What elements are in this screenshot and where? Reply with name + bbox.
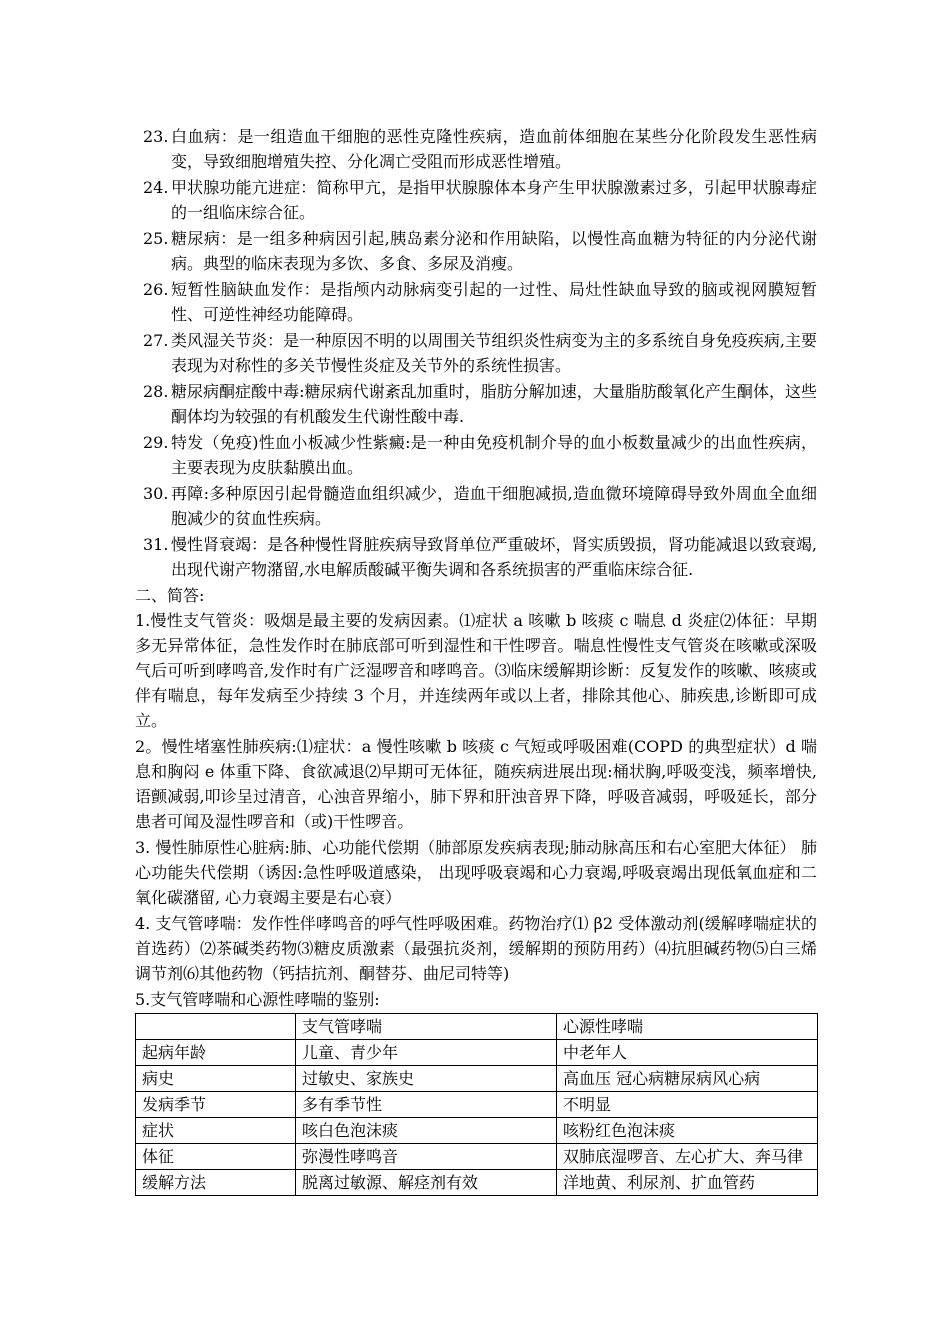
comparison-table <box>135 1013 818 1196</box>
section-heading: 二、简答: <box>135 586 205 605</box>
table-cell: 过敏史、家族史 <box>296 1066 557 1092</box>
item-text: 糖尿病酮症酸中毒:糖尿病代谢紊乱加重时，脂肪分解加速，大量脂肪酸氧化产生酮体，这些酮体均为较强的有机酸发生代谢性酸中毒. <box>171 382 817 426</box>
answer-paragraph: 2。慢性堵塞性肺疾病:⑴症状：a 慢性咳嗽 b 咳痰 c 气短或呼吸困难(COPD 的典型症状）d 喘息和胸闷 e 体重下降、食欲减退⑵早期可无体征，随疾病进展出现:桶状胸,呼吸变浅，频率增快,语颤减弱,叩诊呈过清音，心浊音界缩小，肺下界和肝浊音界下降，呼吸音减弱，呼吸延长，部分患者可闻及湿性啰音和（或)干性啰音。 <box>135 737 817 831</box>
table-cell: 咳白色泡沫痰 <box>296 1118 557 1144</box>
item-text: 慢性肾衰竭：是各种慢性肾脏疾病导致肾单位严重破坏，肾实质毁损，肾功能减退以致衰竭,出现代谢产物潴留,水电解质酸碱平衡失调和各系统损害的严重临床综合征. <box>171 535 817 579</box>
item-text: 类风湿关节炎：是一种原因不明的以周围关节组织炎性病变为主的多系统自身免疫疾病,主要表现为对称性的多关节慢性炎症及关节外的系统性损害。 <box>171 331 817 375</box>
table-cell: 脱离过敏源、解痉剂有效 <box>296 1170 557 1196</box>
table-row <box>136 1170 818 1196</box>
definition-list <box>135 124 817 582</box>
list-item <box>135 481 817 531</box>
item-number: 30. <box>143 484 169 503</box>
table-cell: 洋地黄、利尿剂、扩血管药 <box>557 1170 818 1196</box>
document-content <box>135 124 817 1196</box>
item-number: 25. <box>143 229 169 248</box>
table-cell: 咳粉红色泡沫痰 <box>557 1118 818 1144</box>
answer-paragraph: 1.慢性支气管炎：吸烟是最主要的发病因素。⑴症状 a 咳嗽 b 咳痰 c 喘息 d 炎症⑵体征：早期多无异常体征，急性发作时在肺底部可听到湿性和干性啰音。喘息性慢性支气管炎在咳嗽或深吸气后可听到哮鸣音,发作时有广泛湿啰音和哮鸣音。⑶临床缓解期诊断：反复发作的咳嗽、咳痰或伴有喘息，每年发病至少持续 3 个月，并连续两年或以上者，排除其他心、肺疾患,诊断即可成立。 <box>135 611 817 730</box>
item-number: 23. <box>143 127 169 146</box>
table-cell: 起病年龄 <box>136 1040 296 1066</box>
table-cell: 不明显 <box>557 1092 818 1118</box>
item-number: 28. <box>143 382 169 401</box>
answer-paragraph: 3. 慢性肺原性心脏病:肺、心功能代偿期（肺部原发疾病表现;肺动脉高压和右心室肥大体征） 肺心功能失代偿期（诱因:急性呼吸道感染， 出现呼吸衰竭和心力衰竭,呼吸衰竭出现低氧血症和二氧化碳潴留, 心力衰竭主要是右心衰） <box>135 838 817 907</box>
table-cell: 症状 <box>136 1118 296 1144</box>
table-caption: 5.支气管哮喘和心源性哮喘的鉴别: <box>135 990 380 1009</box>
table-cell: 高血压 冠心病糖尿病风心病 <box>557 1066 818 1092</box>
list-item <box>135 277 817 327</box>
table-row <box>136 1118 818 1144</box>
item-number: 31. <box>143 535 169 554</box>
table-cell: 双肺底湿啰音、左心扩大、奔马律 <box>557 1144 818 1170</box>
item-number: 29. <box>143 433 169 452</box>
list-item <box>135 430 817 480</box>
item-number: 27. <box>143 331 169 350</box>
table-row <box>136 1040 818 1066</box>
item-number: 26. <box>143 280 169 299</box>
table-header-cell: 支气管哮喘 <box>296 1014 557 1040</box>
item-text: 糖尿病：是一组多种病因引起,胰岛素分泌和作用缺陷，以慢性高血糖为特征的内分泌代谢病。典型的临床表现为多饮、多食、多尿及消瘦。 <box>171 229 817 273</box>
table-cell: 体征 <box>136 1144 296 1170</box>
item-text: 短暂性脑缺血发作：是指颅内动脉病变引起的一过性、局灶性缺血导致的脑或视网膜短暂性、可逆性神经功能障碍。 <box>171 280 817 324</box>
list-item <box>135 175 817 225</box>
list-item <box>135 124 817 174</box>
table-cell: 缓解方法 <box>136 1170 296 1196</box>
table-cell: 儿童、青少年 <box>296 1040 557 1066</box>
table-row <box>136 1092 818 1118</box>
list-item <box>135 226 817 276</box>
table-header-cell: 心源性哮喘 <box>557 1014 818 1040</box>
table-cell: 多有季节性 <box>296 1092 557 1118</box>
item-text: 白血病：是一组造血干细胞的恶性克隆性疾病，造血前体细胞在某些分化阶段发生恶性病变，导致细胞增殖失控、分化凋亡受阻而形成恶性增殖。 <box>171 127 817 171</box>
list-item <box>135 532 817 582</box>
table-header-row <box>136 1014 818 1040</box>
item-text: 甲状腺功能亢进症：简称甲亢，是指甲状腺腺体本身产生甲状腺激素过多，引起甲状腺毒症的一组临床综合征。 <box>171 178 817 222</box>
table-cell: 病史 <box>136 1066 296 1092</box>
item-number: 24. <box>143 178 169 197</box>
list-item <box>135 328 817 378</box>
table-header-cell <box>136 1014 296 1040</box>
item-text: 再障:多种原因引起骨髓造血组织减少，造血干细胞减损,造血微环境障碍导致外周血全血细胞减少的贫血性疾病。 <box>171 484 817 528</box>
table-row <box>136 1144 818 1170</box>
item-text: 特发（免疫)性血小板减少性紫癜:是一种由免疫机制介导的血小板数量减少的出血性疾病，主要表现为皮肤黏膜出血。 <box>171 433 817 477</box>
table-cell: 发病季节 <box>136 1092 296 1118</box>
list-item <box>135 379 817 429</box>
answer-paragraph: 4. 支气管哮喘：发作性伴哮鸣音的呼气性呼吸困难。药物治疗⑴ β2 受体激动剂(缓解哮喘症状的首选药）⑵茶碱类药物⑶糖皮质激素（最强抗炎剂，缓解期的预防用药）⑷抗胆碱药物⑸白三烯调节剂⑹其他药物（钙拮抗剂、酮替芬、曲尼司特等) <box>135 914 817 983</box>
table-cell: 弥漫性哮鸣音 <box>296 1144 557 1170</box>
table-row <box>136 1066 818 1092</box>
table-cell: 中老年人 <box>557 1040 818 1066</box>
